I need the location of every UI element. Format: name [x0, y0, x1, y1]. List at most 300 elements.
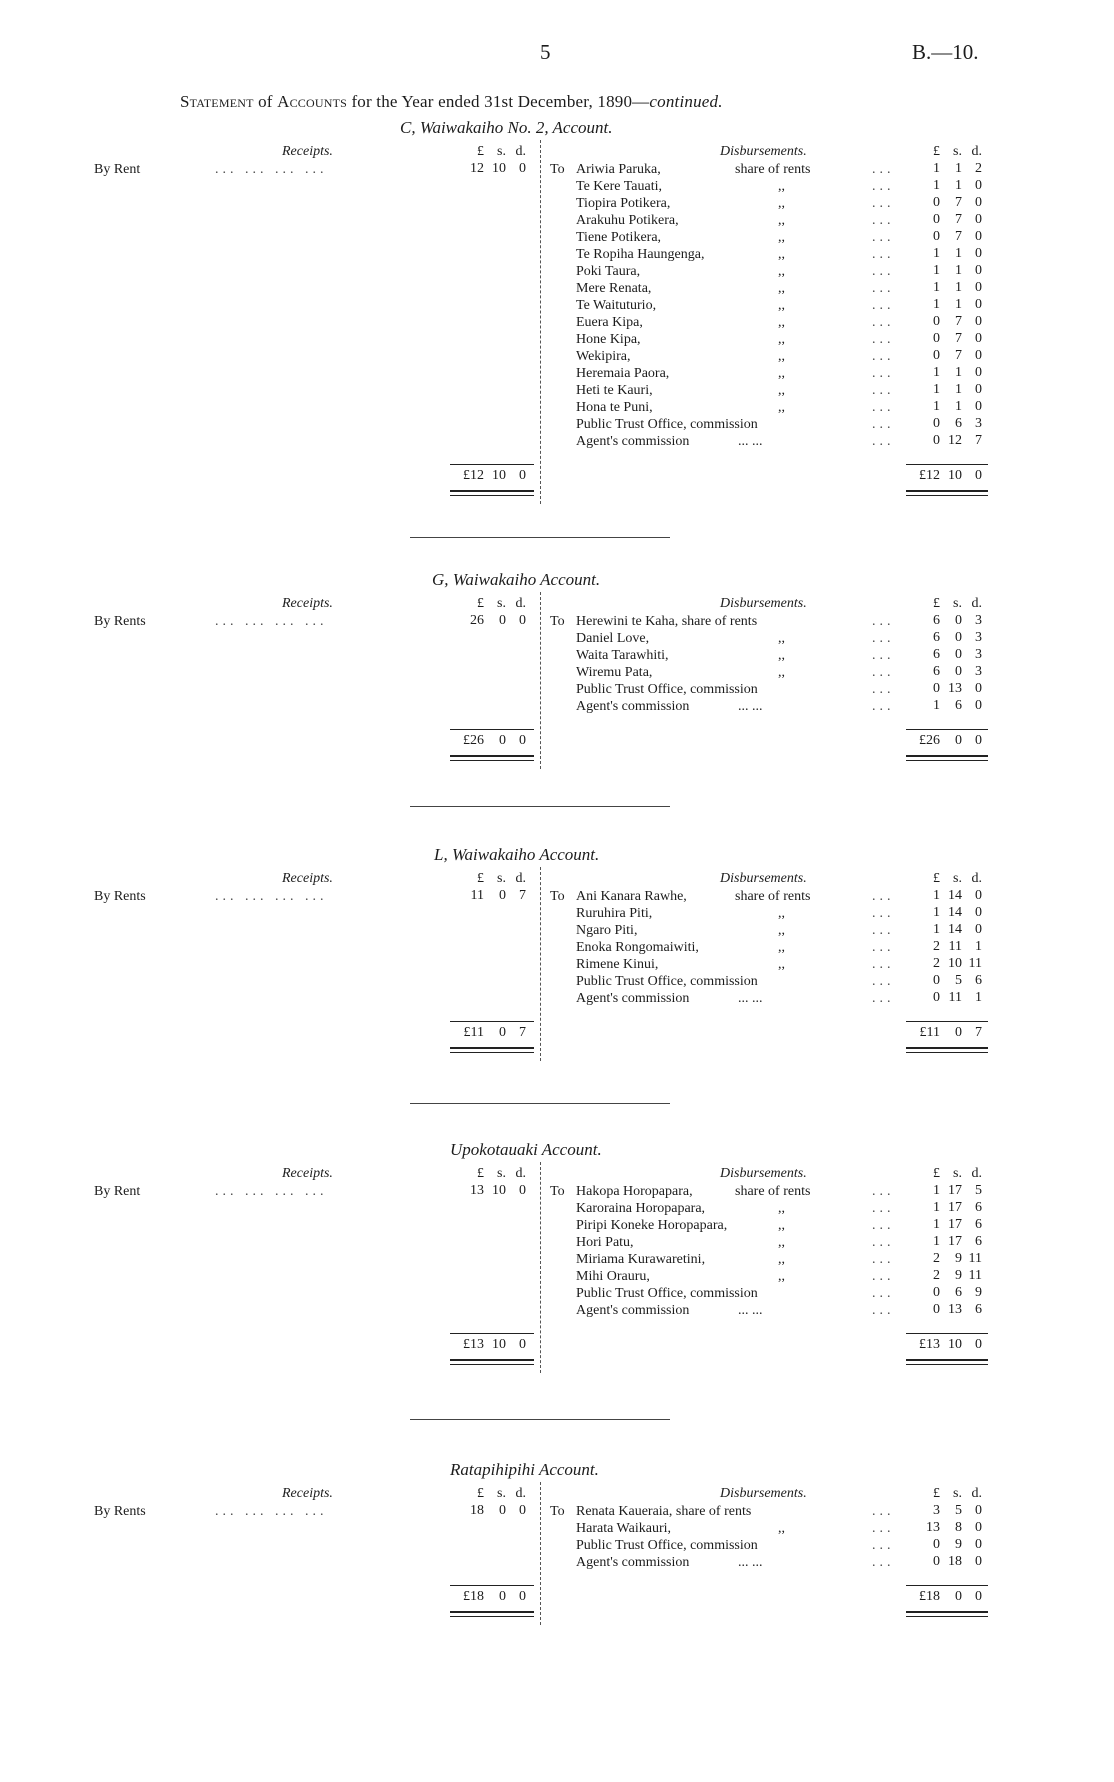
disbursement-amount — [910, 280, 982, 296]
total-rule-bottom — [906, 755, 988, 757]
disbursements-total — [910, 1589, 982, 1605]
payee-note: ,, — [778, 315, 785, 330]
disbursement-amount-l: 0 — [933, 212, 940, 227]
leader-dots: ... ... ... ... — [215, 889, 328, 904]
total-rule-bottom — [450, 490, 534, 492]
disbursement-amount-s: 0 — [955, 647, 962, 662]
title-of: of — [258, 92, 273, 111]
total-rule-bottom — [450, 1359, 534, 1361]
total-rule-bottom — [906, 490, 988, 492]
disbursement-amount-s: 0 — [955, 630, 962, 645]
disbursement-amount-s: 7 — [955, 212, 962, 227]
disbursement-amount-s: 9 — [955, 1268, 962, 1283]
disbursement-amount-d: 0 — [975, 365, 982, 380]
payee-name: Heti te Kauri, — [576, 383, 653, 398]
payee-note: ... ... — [738, 991, 763, 1006]
disbursement-amount-l: 1 — [933, 905, 940, 920]
receipts-total — [454, 733, 526, 749]
disbursement-amount-d: 0 — [975, 263, 982, 278]
receipts-total-l: £12 — [463, 468, 484, 483]
disbursements-total-s: 10 — [948, 468, 962, 483]
receipts-total — [454, 1589, 526, 1605]
receipts-total-s: 0 — [499, 1589, 506, 1604]
page-reference: B.—10. — [912, 40, 979, 64]
leader-dots: ... — [872, 1286, 895, 1301]
payee-note: ,, — [778, 648, 785, 663]
leader-dots: ... ... ... ... — [215, 1184, 328, 1199]
disbursement-amount-d: 6 — [975, 973, 982, 988]
leader-dots: ... — [872, 991, 895, 1006]
leader-dots: ... — [872, 213, 895, 228]
receipt-label: By Rent — [94, 1184, 141, 1199]
leader-dots: ... — [872, 1269, 895, 1284]
leader-dots: ... — [872, 1303, 895, 1318]
leader-dots: ... — [872, 1218, 895, 1233]
payee-note: ,, — [778, 906, 785, 921]
disbursements-total — [910, 1025, 982, 1041]
payee-note: ,, — [778, 1201, 785, 1216]
disbursement-amount-s: 6 — [955, 698, 962, 713]
disbursement-amount-l: 3 — [933, 1503, 940, 1518]
disbursement-amount-d: 0 — [975, 905, 982, 920]
leader-dots: ... — [872, 179, 895, 194]
disbursements-total — [910, 468, 982, 484]
payee-note: share of rents — [735, 889, 811, 904]
disbursement-amount-l: 1 — [933, 280, 940, 295]
receipt-label: By Rent — [94, 162, 141, 177]
total-rule-top — [906, 1333, 988, 1334]
payee-name: Ariwia Paruka, — [576, 162, 661, 177]
disbursement-amount-d: 0 — [975, 229, 982, 244]
disbursement-amount-d: 0 — [975, 399, 982, 414]
disbursement-amount-d: 0 — [975, 195, 982, 210]
leader-dots: ... — [872, 1235, 895, 1250]
leader-dots: ... — [872, 648, 895, 663]
receipts-total-d: 0 — [519, 1337, 526, 1352]
disbursement-amount — [910, 1217, 982, 1233]
receipt-amount — [454, 1503, 526, 1519]
payee-name: Ani Kanara Rawhe, — [576, 889, 687, 904]
disbursement-amount-s: 18 — [948, 1554, 962, 1569]
receipt-amount-l: 26 — [470, 613, 484, 628]
receipts-total-d: 0 — [519, 468, 526, 483]
disbursement-amount — [910, 382, 982, 398]
row-to: To — [550, 614, 565, 629]
payee-name: Poki Taura, — [576, 264, 641, 279]
disbursements-total-d: 7 — [975, 1025, 982, 1040]
payee-note: ,, — [778, 940, 785, 955]
disbursement-amount — [910, 990, 982, 1006]
leader-dots: ... — [872, 400, 895, 415]
receipts-lsd-header — [454, 1486, 526, 1502]
page-title — [180, 92, 723, 112]
leader-dots: ... — [872, 417, 895, 432]
payee-note: ,, — [778, 631, 785, 646]
disbursement-amount-s: 14 — [948, 922, 962, 937]
receipt-label: By Rents — [94, 889, 146, 904]
disbursement-amount-l: 0 — [933, 1537, 940, 1552]
disbursement-amount-l: 0 — [933, 1302, 940, 1317]
disbursement-amount-d: 0 — [975, 681, 982, 696]
disbursement-amount — [910, 664, 982, 680]
receipt-amount-s: 10 — [492, 161, 506, 176]
header-s: s. — [953, 144, 962, 159]
payee-note: ,, — [778, 247, 785, 262]
disbursement-amount — [910, 416, 982, 432]
receipts-header: Receipts. — [282, 144, 333, 159]
disbursement-amount-d: 0 — [975, 698, 982, 713]
disbursement-amount — [910, 1200, 982, 1216]
disbursement-amount-s: 1 — [955, 382, 962, 397]
total-rule-bottom — [450, 1364, 534, 1365]
disbursement-amount-d: 3 — [975, 416, 982, 431]
disbursement-amount-s: 7 — [955, 314, 962, 329]
disbursement-amount-l: 1 — [933, 698, 940, 713]
leader-dots: ... — [872, 434, 895, 449]
disbursement-amount — [910, 161, 982, 177]
disbursement-amount-s: 11 — [948, 990, 962, 1005]
disbursement-amount-l: 1 — [933, 246, 940, 261]
receipts-total — [454, 1025, 526, 1041]
disbursements-lsd-header — [910, 871, 982, 887]
disbursement-amount — [910, 246, 982, 262]
disbursement-amount — [910, 1183, 982, 1199]
leader-dots: ... — [872, 366, 895, 381]
total-rule-bottom — [450, 760, 534, 761]
payee-name: Agent's commission — [576, 434, 690, 449]
disbursement-amount-d: 11 — [968, 1251, 982, 1266]
receipt-amount — [454, 613, 526, 629]
disbursement-amount — [910, 348, 982, 364]
leader-dots: ... ... ... ... — [215, 1504, 328, 1519]
disbursement-amount-l: 1 — [933, 1217, 940, 1232]
disbursement-amount-s: 14 — [948, 905, 962, 920]
payee-note: ,, — [778, 1269, 785, 1284]
leader-dots: ... — [872, 889, 895, 904]
header-s: s. — [497, 596, 506, 611]
disbursement-amount-l: 1 — [933, 1183, 940, 1198]
payee-note: ,, — [778, 179, 785, 194]
total-rule-bottom — [906, 760, 988, 761]
leader-dots: ... — [872, 247, 895, 262]
total-rule-bottom — [450, 1616, 534, 1617]
header-s: s. — [953, 1486, 962, 1501]
header-d: d. — [971, 871, 982, 886]
receipts-total — [454, 1337, 526, 1353]
disbursement-amount-d: 1 — [975, 990, 982, 1005]
payee-note: ... ... — [738, 434, 763, 449]
disbursement-amount-s: 17 — [948, 1183, 962, 1198]
disbursement-amount-l: 1 — [933, 382, 940, 397]
disbursement-amount-d: 2 — [975, 161, 982, 176]
disbursement-amount-l: 6 — [933, 630, 940, 645]
receipt-label: By Rents — [94, 1504, 146, 1519]
leader-dots: ... — [872, 682, 895, 697]
payee-name: Miriama Kurawaretini, — [576, 1252, 706, 1267]
disbursements-total-l: £13 — [919, 1337, 940, 1352]
leader-dots: ... — [872, 196, 895, 211]
disbursement-amount-l: 1 — [933, 888, 940, 903]
disbursement-amount-s: 7 — [955, 195, 962, 210]
section-divider — [410, 1419, 670, 1420]
header-d: d. — [515, 1166, 526, 1181]
payee-name: Hakopa Horopapara, — [576, 1184, 693, 1199]
leader-dots: ... — [872, 614, 895, 629]
payee-note: ,, — [778, 383, 785, 398]
receipts-total-d: 7 — [519, 1025, 526, 1040]
header-d: d. — [515, 871, 526, 886]
payee-note: ,, — [778, 400, 785, 415]
disbursement-amount — [910, 195, 982, 211]
disbursement-amount-d: 0 — [975, 1503, 982, 1518]
payee-name: Karoraina Horopapara, — [576, 1201, 706, 1216]
disbursements-total-l: £12 — [919, 468, 940, 483]
disbursement-amount-s: 1 — [955, 246, 962, 261]
disbursement-amount-l: 1 — [933, 399, 940, 414]
disbursement-amount-s: 17 — [948, 1234, 962, 1249]
receipt-amount-d: 7 — [519, 888, 526, 903]
payee-note: ,, — [778, 349, 785, 364]
payee-note: ,, — [778, 213, 785, 228]
row-to: To — [550, 1504, 565, 1519]
disbursement-amount — [910, 331, 982, 347]
disbursement-amount-s: 1 — [955, 280, 962, 295]
payee-name: Wiremu Pata, — [576, 665, 653, 680]
payee-name: Piripi Koneke Horopapara, — [576, 1218, 728, 1233]
receipts-total-d: 0 — [519, 733, 526, 748]
column-divider — [540, 1162, 541, 1373]
disbursement-amount-s: 8 — [955, 1520, 962, 1535]
leader-dots: ... — [872, 264, 895, 279]
disbursement-amount — [910, 229, 982, 245]
receipt-amount-d: 0 — [519, 613, 526, 628]
payee-note: ,, — [778, 1218, 785, 1233]
disbursement-amount-l: 0 — [933, 1285, 940, 1300]
payee-name: Arakuhu Potikera, — [576, 213, 679, 228]
receipt-amount-s: 0 — [499, 888, 506, 903]
payee-name: Herewini te Kaha, share of rents — [576, 614, 758, 629]
total-rule-bottom — [906, 495, 988, 496]
disbursement-amount-l: 2 — [933, 939, 940, 954]
payee-note: ,, — [778, 298, 785, 313]
total-rule-top — [450, 1333, 534, 1334]
header-s: s. — [497, 144, 506, 159]
disbursement-amount-d: 3 — [975, 613, 982, 628]
payee-name: Mihi Orauru, — [576, 1269, 650, 1284]
disbursement-amount — [910, 433, 982, 449]
total-rule-top — [450, 729, 534, 730]
header-d: d. — [971, 1166, 982, 1181]
header-s: s. — [497, 1486, 506, 1501]
receipts-total-l: £18 — [463, 1589, 484, 1604]
total-rule-bottom — [450, 1611, 534, 1613]
row-to: To — [550, 162, 565, 177]
payee-name: Public Trust Office, commission — [576, 682, 758, 697]
disbursement-amount — [910, 647, 982, 663]
disbursement-amount — [910, 178, 982, 194]
header-s: s. — [953, 596, 962, 611]
receipts-total-l: £26 — [463, 733, 484, 748]
receipts-lsd-header — [454, 1166, 526, 1182]
disbursement-amount-l: 2 — [933, 1251, 940, 1266]
total-rule-top — [906, 1585, 988, 1586]
receipts-lsd-header — [454, 596, 526, 612]
payee-name: Public Trust Office, commission — [576, 1538, 758, 1553]
payee-name: Mere Renata, — [576, 281, 652, 296]
column-divider — [540, 1482, 541, 1625]
disbursement-amount-l: 13 — [926, 1520, 940, 1535]
disbursement-amount — [910, 1268, 982, 1284]
receipts-header: Receipts. — [282, 1486, 333, 1501]
disbursement-amount-l: 0 — [933, 229, 940, 244]
receipt-amount-s: 10 — [492, 1183, 506, 1198]
disbursement-amount-s: 6 — [955, 1285, 962, 1300]
leader-dots: ... — [872, 699, 895, 714]
disbursement-amount-d: 0 — [975, 178, 982, 193]
receipts-total-s: 10 — [492, 1337, 506, 1352]
header-l: £ — [933, 596, 940, 611]
receipt-label: By Rents — [94, 614, 146, 629]
disbursement-amount — [910, 263, 982, 279]
receipts-lsd-header — [454, 871, 526, 887]
leader-dots: ... ... ... ... — [215, 162, 328, 177]
receipts-header: Receipts. — [282, 871, 333, 886]
leader-dots: ... — [872, 1252, 895, 1267]
payee-note: ,, — [778, 196, 785, 211]
header-l: £ — [933, 871, 940, 886]
receipts-total-l: £13 — [463, 1337, 484, 1352]
total-rule-bottom — [450, 1052, 534, 1053]
leader-dots: ... — [872, 631, 895, 646]
total-rule-bottom — [906, 1047, 988, 1049]
disbursement-amount-d: 3 — [975, 630, 982, 645]
disbursement-amount-d: 1 — [975, 939, 982, 954]
disbursement-amount-s: 5 — [955, 973, 962, 988]
disbursement-amount-d: 0 — [975, 888, 982, 903]
header-s: s. — [953, 871, 962, 886]
payee-name: Public Trust Office, commission — [576, 1286, 758, 1301]
payee-name: Hona te Puni, — [576, 400, 653, 415]
disbursements-header: Disbursements. — [720, 596, 807, 611]
disbursement-amount-l: 1 — [933, 263, 940, 278]
disbursements-header: Disbursements. — [720, 1166, 807, 1181]
disbursement-amount-l: 1 — [933, 1234, 940, 1249]
receipts-total — [454, 468, 526, 484]
payee-name: Heremaia Paora, — [576, 366, 670, 381]
column-divider — [540, 867, 541, 1061]
header-l: £ — [477, 596, 484, 611]
disbursements-total — [910, 1337, 982, 1353]
disbursement-amount — [910, 1251, 982, 1267]
disbursement-amount — [910, 365, 982, 381]
disbursement-amount-s: 5 — [955, 1503, 962, 1518]
leader-dots: ... — [872, 1201, 895, 1216]
disbursements-lsd-header — [910, 144, 982, 160]
leader-dots: ... — [872, 1521, 895, 1536]
disbursement-amount-l: 0 — [933, 973, 940, 988]
payee-name: Euera Kipa, — [576, 315, 643, 330]
account-title: Upokotauaki Account. — [450, 1140, 602, 1159]
disbursements-total-d: 0 — [975, 468, 982, 483]
leader-dots: ... — [872, 383, 895, 398]
payee-name: Tiene Potikera, — [576, 230, 662, 245]
payee-name: Te Waituturio, — [576, 298, 657, 313]
leader-dots: ... — [872, 923, 895, 938]
disbursement-amount-d: 3 — [975, 664, 982, 679]
payee-note: ,, — [778, 366, 785, 381]
header-l: £ — [477, 1486, 484, 1501]
receipts-header: Receipts. — [282, 1166, 333, 1181]
total-rule-bottom — [906, 1359, 988, 1361]
disbursement-amount-d: 0 — [975, 1520, 982, 1535]
payee-name: Harata Waikauri, — [576, 1521, 672, 1536]
disbursement-amount — [910, 698, 982, 714]
disbursements-header: Disbursements. — [720, 1486, 807, 1501]
disbursement-amount — [910, 973, 982, 989]
disbursement-amount — [910, 905, 982, 921]
payee-note: ... ... — [738, 699, 763, 714]
disbursement-amount-l: 6 — [933, 613, 940, 628]
disbursement-amount-d: 6 — [975, 1234, 982, 1249]
disbursement-amount-s: 9 — [955, 1537, 962, 1552]
payee-name: Enoka Rongomaiwiti, — [576, 940, 699, 955]
total-rule-top — [906, 464, 988, 465]
receipt-amount-d: 0 — [519, 1503, 526, 1518]
disbursements-total-s: 10 — [948, 1337, 962, 1352]
disbursements-lsd-header — [910, 1486, 982, 1502]
disbursements-total-s: 0 — [955, 1589, 962, 1604]
disbursement-amount-l: 0 — [933, 1554, 940, 1569]
disbursements-total-d: 0 — [975, 733, 982, 748]
row-to: To — [550, 1184, 565, 1199]
row-to: To — [550, 889, 565, 904]
disbursement-amount-l: 0 — [933, 990, 940, 1005]
header-l: £ — [477, 144, 484, 159]
header-d: d. — [971, 144, 982, 159]
disbursement-amount-s: 14 — [948, 888, 962, 903]
payee-name: Daniel Love, — [576, 631, 650, 646]
disbursement-amount-l: 6 — [933, 664, 940, 679]
disbursement-amount-s: 9 — [955, 1251, 962, 1266]
leader-dots: ... — [872, 332, 895, 347]
leader-dots: ... — [872, 957, 895, 972]
leader-dots: ... — [872, 162, 895, 177]
total-rule-bottom — [906, 1616, 988, 1617]
title-continued: continued. — [649, 92, 723, 111]
disbursement-amount-s: 1 — [955, 297, 962, 312]
disbursement-amount-l: 6 — [933, 647, 940, 662]
payee-note: ... ... — [738, 1303, 763, 1318]
receipts-lsd-header — [454, 144, 526, 160]
disbursement-amount — [910, 297, 982, 313]
disbursement-amount-d: 5 — [975, 1183, 982, 1198]
payee-name: Ruruhira Piti, — [576, 906, 653, 921]
total-rule-top — [450, 1021, 534, 1022]
disbursement-amount-l: 0 — [933, 195, 940, 210]
page-number: 5 — [540, 40, 551, 64]
payee-name: Public Trust Office, commission — [576, 417, 758, 432]
disbursement-amount — [910, 1520, 982, 1536]
total-rule-bottom — [906, 1611, 988, 1613]
payee-note: ,, — [778, 957, 785, 972]
disbursement-amount-s: 0 — [955, 664, 962, 679]
header-s: s. — [497, 871, 506, 886]
payee-name: Rimene Kinui, — [576, 957, 659, 972]
receipt-amount-d: 0 — [519, 161, 526, 176]
leader-dots: ... — [872, 906, 895, 921]
receipt-amount — [454, 161, 526, 177]
disbursement-amount-d: 11 — [968, 1268, 982, 1283]
